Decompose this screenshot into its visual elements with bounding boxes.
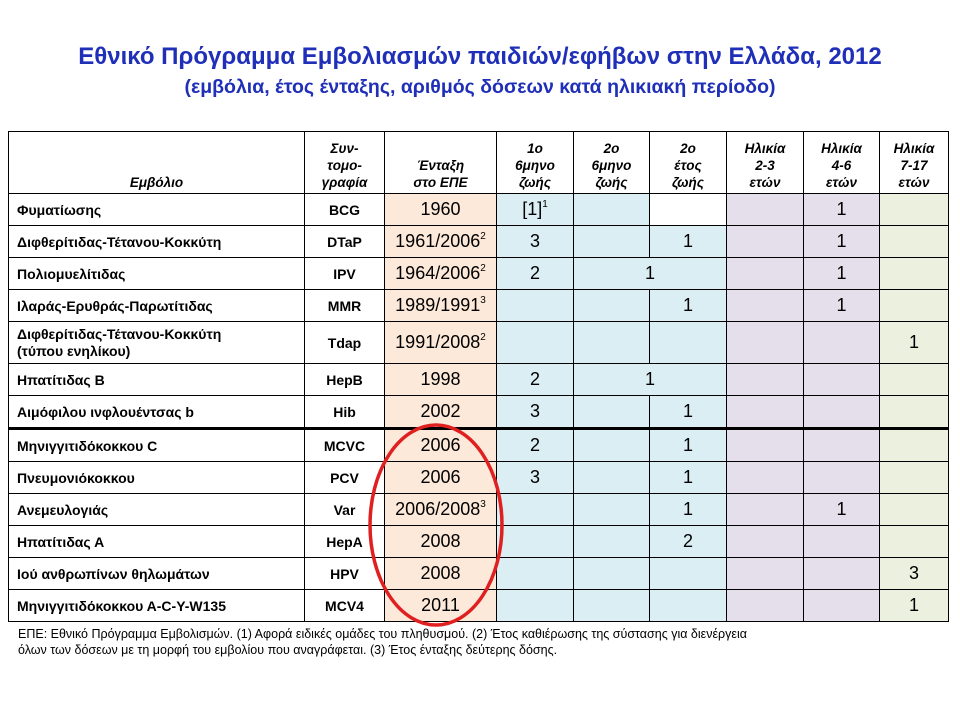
dose-period-2-3: 1 — [574, 258, 727, 290]
inclusion-year: 1998 — [385, 364, 497, 396]
vaccine-abbr: HepB — [305, 364, 385, 396]
inclusion-year: 1964/2006$^2$ — [385, 258, 497, 290]
dose-period-6 — [880, 364, 949, 396]
vaccine-name: Αιμόφιλου ινφλουέντσας b — [9, 396, 305, 429]
vaccine-abbr: IPV — [305, 258, 385, 290]
dose-period-5 — [804, 558, 880, 590]
vaccine-name: Ηπατίτιδας Α — [9, 526, 305, 558]
inclusion-year: 2011 — [385, 590, 497, 622]
table-row — [9, 258, 949, 290]
dose-period-6 — [880, 290, 949, 322]
dose-period-5: 1 — [804, 290, 880, 322]
vaccine-abbr: MCV4 — [305, 590, 385, 622]
dose-period-1 — [497, 590, 574, 622]
dose-period-4 — [727, 194, 804, 226]
inclusion-year: 1961/2006$^2$ — [385, 226, 497, 258]
dose-period-4 — [727, 526, 804, 558]
dose-period-3: 1 — [650, 429, 727, 462]
vaccine-name: Φυματίωσης — [9, 194, 305, 226]
vaccine-abbr: MMR — [305, 290, 385, 322]
dose-period-1: 3 — [497, 226, 574, 258]
inclusion-year: 2006 — [385, 462, 497, 494]
page-subtitle: (εμβόλια, έτος ένταξης, αριθμός δόσεων κατά ηλικιακή περίοδο) — [184, 76, 776, 98]
dose-period-4 — [727, 590, 804, 622]
dose-period-2 — [574, 494, 650, 526]
dose-period-5: 1 — [804, 258, 880, 290]
dose-period-2 — [574, 462, 650, 494]
header-period-5: Ηλικία 4-6 ετών — [804, 132, 880, 194]
dose-period-6 — [880, 194, 949, 226]
table-row — [9, 396, 949, 429]
inclusion-year: 1989/1991$^3$ — [385, 290, 497, 322]
table-row — [9, 462, 949, 494]
vaccine-abbr: Var — [305, 494, 385, 526]
dose-period-6 — [880, 526, 949, 558]
vaccine-name: Πνευμονιόκοκκου — [9, 462, 305, 494]
table-row — [9, 290, 949, 322]
dose-period-4 — [727, 462, 804, 494]
table-row — [9, 558, 949, 590]
vaccine-abbr: HPV — [305, 558, 385, 590]
header-period-2: 2ο 6μηνο ζωής — [574, 132, 650, 194]
vaccine-name: Ιλαράς-Ερυθράς-Παρωτίτιδας — [9, 290, 305, 322]
dose-period-6: 1 — [880, 322, 949, 364]
dose-period-4 — [727, 290, 804, 322]
table-row — [9, 226, 949, 258]
footnote-line-2: όλων των δόσεων με τη μορφή του εμβολίου που αναγράφεται. (3) Έτος ένταξης δεύτερης δόσης. — [18, 643, 558, 657]
dose-period-2 — [574, 322, 650, 364]
dose-period-3: 1 — [650, 290, 727, 322]
dose-period-1: 2 — [497, 429, 574, 462]
dose-period-5 — [804, 322, 880, 364]
dose-period-4 — [727, 494, 804, 526]
table-row — [9, 526, 949, 558]
dose-period-3 — [650, 194, 727, 226]
dose-period-4 — [727, 429, 804, 462]
header-vaccine: Εμβόλιο — [9, 132, 305, 194]
dose-period-4 — [727, 558, 804, 590]
dose-period-6 — [880, 494, 949, 526]
vaccine-abbr: BCG — [305, 194, 385, 226]
table-row — [9, 494, 949, 526]
dose-period-6: 3 — [880, 558, 949, 590]
dose-period-1 — [497, 290, 574, 322]
vaccine-name: Μηνιγγιτιδόκοκκου C — [9, 429, 305, 462]
footnote — [18, 626, 948, 658]
dose-period-5 — [804, 462, 880, 494]
vaccine-abbr: Hib — [305, 396, 385, 429]
dose-period-3 — [650, 558, 727, 590]
vaccine-abbr: PCV — [305, 462, 385, 494]
inclusion-year: 2006/2008$^3$ — [385, 494, 497, 526]
dose-period-3: 1 — [650, 226, 727, 258]
dose-period-4 — [727, 226, 804, 258]
dose-period-4 — [727, 258, 804, 290]
dose-period-4 — [727, 322, 804, 364]
dose-period-2 — [574, 526, 650, 558]
vaccine-name: Ανεμευλογιάς — [9, 494, 305, 526]
dose-period-3: 1 — [650, 494, 727, 526]
dose-period-4 — [727, 396, 804, 429]
dose-period-3 — [650, 590, 727, 622]
dose-period-2 — [574, 429, 650, 462]
vaccine-name: Διφθερίτιδας-Τέτανου-Κοκκύτη (τύπου ενηλίκου) — [9, 322, 305, 364]
dose-period-5 — [804, 364, 880, 396]
header-year: Ένταξη στο ΕΠΕ — [385, 132, 497, 194]
header-period-1: 1ο 6μηνο ζωής — [497, 132, 574, 194]
inclusion-year: 2002 — [385, 396, 497, 429]
vaccine-abbr: HepA — [305, 526, 385, 558]
dose-period-6: 1 — [880, 590, 949, 622]
dose-period-5 — [804, 590, 880, 622]
table-row — [9, 194, 949, 226]
dose-period-6 — [880, 462, 949, 494]
dose-period-2 — [574, 226, 650, 258]
table-row — [9, 590, 949, 622]
dose-period-1 — [497, 494, 574, 526]
dose-period-5 — [804, 429, 880, 462]
dose-period-2 — [574, 194, 650, 226]
dose-period-2 — [574, 396, 650, 429]
vaccine-name: Πολιομυελίτιδας — [9, 258, 305, 290]
footnote-line-1: ΕΠΕ: Εθνικό Πρόγραμμα Εμβολισμών. (1) Αφορά ειδικές ομάδες του πληθυσμού. (2) Έτος καθιέρωσης της σύστασης για διενέργεια — [18, 627, 747, 641]
dose-period-1: 3 — [497, 462, 574, 494]
dose-period-1: 2 — [497, 364, 574, 396]
inclusion-year: 1960 — [385, 194, 497, 226]
vaccine-abbr: Tdap — [305, 322, 385, 364]
dose-period-6 — [880, 429, 949, 462]
dose-period-4 — [727, 364, 804, 396]
table-row — [9, 322, 949, 364]
header-period-4: Ηλικία 2-3 ετών — [727, 132, 804, 194]
dose-period-1 — [497, 322, 574, 364]
header-abbr: Συν- τομο- γραφία — [305, 132, 385, 194]
dose-period-1 — [497, 558, 574, 590]
inclusion-year: 2006 — [385, 429, 497, 462]
dose-period-5: 1 — [804, 494, 880, 526]
dose-period-5: 1 — [804, 194, 880, 226]
dose-period-5: 1 — [804, 226, 880, 258]
vaccine-name: Ιού ανθρωπίνων θηλωμάτων — [9, 558, 305, 590]
inclusion-year: 1991/2008$^2$ — [385, 322, 497, 364]
dose-period-2 — [574, 558, 650, 590]
header-period-3: 2ο έτος ζωής — [650, 132, 727, 194]
table-row — [9, 429, 949, 462]
dose-period-6 — [880, 226, 949, 258]
dose-period-1 — [497, 526, 574, 558]
dose-period-3: 1 — [650, 396, 727, 429]
vaccine-name: Διφθερίτιδας-Τέτανου-Κοκκύτη — [9, 226, 305, 258]
dose-period-2 — [574, 590, 650, 622]
vaccination-table — [8, 131, 949, 622]
table-header-row — [9, 132, 949, 194]
vaccine-abbr: DTaP — [305, 226, 385, 258]
dose-period-6 — [880, 258, 949, 290]
dose-period-2 — [574, 290, 650, 322]
inclusion-year: 2008 — [385, 526, 497, 558]
dose-period-1: $[1]^1$ — [497, 194, 574, 226]
dose-period-5 — [804, 396, 880, 429]
vaccine-abbr: MCVC — [305, 429, 385, 462]
inclusion-year: 2008 — [385, 558, 497, 590]
page-title: Εθνικό Πρόγραμμα Εμβολιασμών παιδιών/εφήβων στην Ελλάδα, 2012 — [78, 43, 882, 70]
dose-period-3 — [650, 322, 727, 364]
dose-period-1: 3 — [497, 396, 574, 429]
dose-period-2-3: 1 — [574, 364, 727, 396]
dose-period-6 — [880, 396, 949, 429]
header-period-6: Ηλικία 7-17 ετών — [880, 132, 949, 194]
vaccine-name: Ηπατίτιδας Β — [9, 364, 305, 396]
dose-period-3: 2 — [650, 526, 727, 558]
dose-period-1: 2 — [497, 258, 574, 290]
dose-period-5 — [804, 526, 880, 558]
vaccine-name: Μηνιγγιτιδόκοκκου Α-C-Y-W135 — [9, 590, 305, 622]
table-row — [9, 364, 949, 396]
dose-period-3: 1 — [650, 462, 727, 494]
